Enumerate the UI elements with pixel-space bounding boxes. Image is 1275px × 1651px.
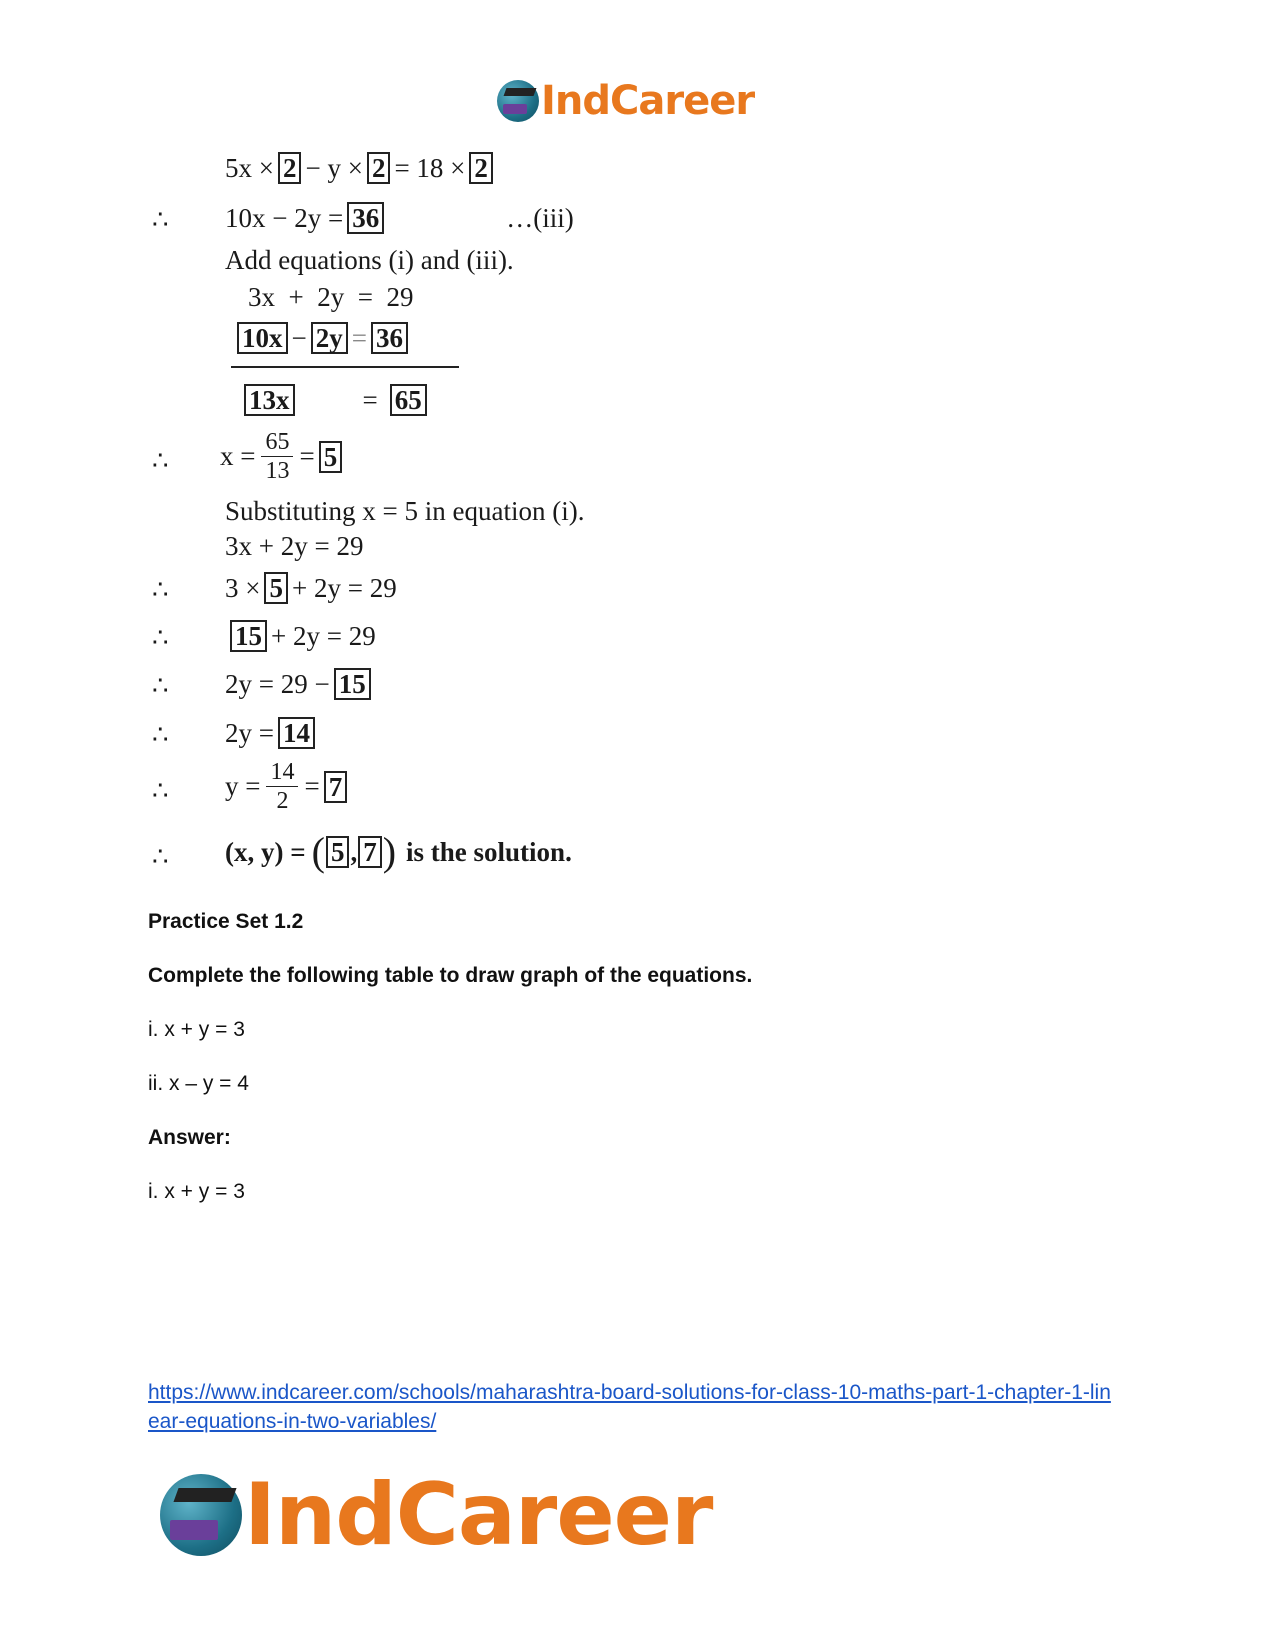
indcareer-logo-bottom [160,1465,712,1565]
answer-box: 5 [264,572,288,604]
math-text: − [291,322,307,353]
math-line-5 [233,322,412,354]
math-line-1 [225,152,497,184]
therefore-symbol: ∴ [152,842,169,871]
answer-box: 2y [311,322,348,354]
math-text: = [362,384,378,415]
therefore-symbol: ∴ [152,776,169,805]
math-line-7 [220,428,346,485]
fraction-numerator: 65 [261,428,293,457]
math-line-10 [225,572,397,604]
answer-box: 2 [278,152,302,184]
math-text: = [299,441,315,471]
math-text: = [304,771,320,801]
math-text: y = [225,771,261,801]
math-line-12 [225,668,375,700]
graduation-globe-icon [160,1474,242,1556]
therefore-symbol: ∴ [152,623,169,652]
logo-text: IndCareer [541,78,755,124]
math-line-13 [225,717,319,749]
equation-tag: …(iii) [506,202,574,233]
math-line-14 [225,758,351,815]
source-url-link[interactable]: https://www.indcareer.com/schools/maharashtra-board-solutions-for-class-10-maths-part-1-chapter-1-linear-equations-in-two-variables/ [148,1381,1111,1433]
therefore-symbol: ∴ [152,205,169,234]
math-text: − y × [305,152,363,183]
answer-box: 2 [367,152,391,184]
math-line-8: Substituting x = 5 in equation (i). [225,496,585,526]
therefore-symbol: ∴ [152,720,169,749]
therefore-symbol: ∴ [152,446,169,475]
answer-item: i. x + y = 3 [148,1180,245,1203]
answer-box: 15 [334,668,371,700]
answer-box: 10x [237,322,288,354]
math-text: 5x × [225,152,274,183]
answer-box: 65 [390,384,427,416]
math-line-2 [225,202,574,234]
math-text: 3 × [225,572,261,603]
math-text: = 18 × [394,152,466,183]
answer-box: 5 [326,836,350,868]
fraction-denominator: 13 [265,458,290,484]
math-text: ) [382,829,397,874]
section-heading: Practice Set 1.2 [148,910,304,933]
answer-box: 2 [469,152,493,184]
math-text: 10x − 2y = [225,202,344,233]
fraction [266,758,298,815]
math-text: + 2y = 29 [291,572,397,603]
math-line-9: 3x + 2y = 29 [225,531,364,561]
math-text: + 2y = 29 [271,620,376,651]
addition-rule-line [231,366,459,368]
math-line-4: 3x + 2y = 29 [248,282,414,312]
answer-box: 14 [278,717,315,749]
math-text: 2y = [225,717,274,748]
math-text: x = [220,441,256,471]
math-text: is the solution. [406,836,572,867]
indcareer-logo-top [497,78,754,124]
math-text: (x, y) = [225,836,306,867]
math-text: 2y = 29 − [225,668,330,699]
answer-box: 5 [319,441,343,473]
math-text: ( [311,829,325,874]
math-text: , [350,836,358,867]
fraction [261,428,293,485]
math-line-3: Add equations (i) and (iii). [225,245,514,275]
math-line-6 [240,384,431,416]
therefore-symbol: ∴ [152,671,169,700]
fraction-numerator: 14 [266,758,298,787]
question-text: Complete the following table to draw graph of the equations. [148,964,753,987]
therefore-symbol: ∴ [152,575,169,604]
graduation-globe-icon [497,80,539,122]
answer-box: 36 [371,322,408,354]
answer-box: 15 [230,620,267,652]
answer-label: Answer: [148,1126,231,1149]
logo-text: IndCareer [244,1465,713,1565]
math-line-15 [225,829,572,874]
math-text: = [351,322,367,353]
math-line-11 [226,620,376,652]
answer-box: 13x [244,384,295,416]
fraction-denominator: 2 [276,788,289,814]
question-item: i. x + y = 3 [148,1018,245,1041]
answer-box: 36 [347,202,384,234]
question-item: ii. x – y = 4 [148,1072,249,1095]
answer-box: 7 [358,836,382,868]
answer-box: 7 [324,771,348,803]
